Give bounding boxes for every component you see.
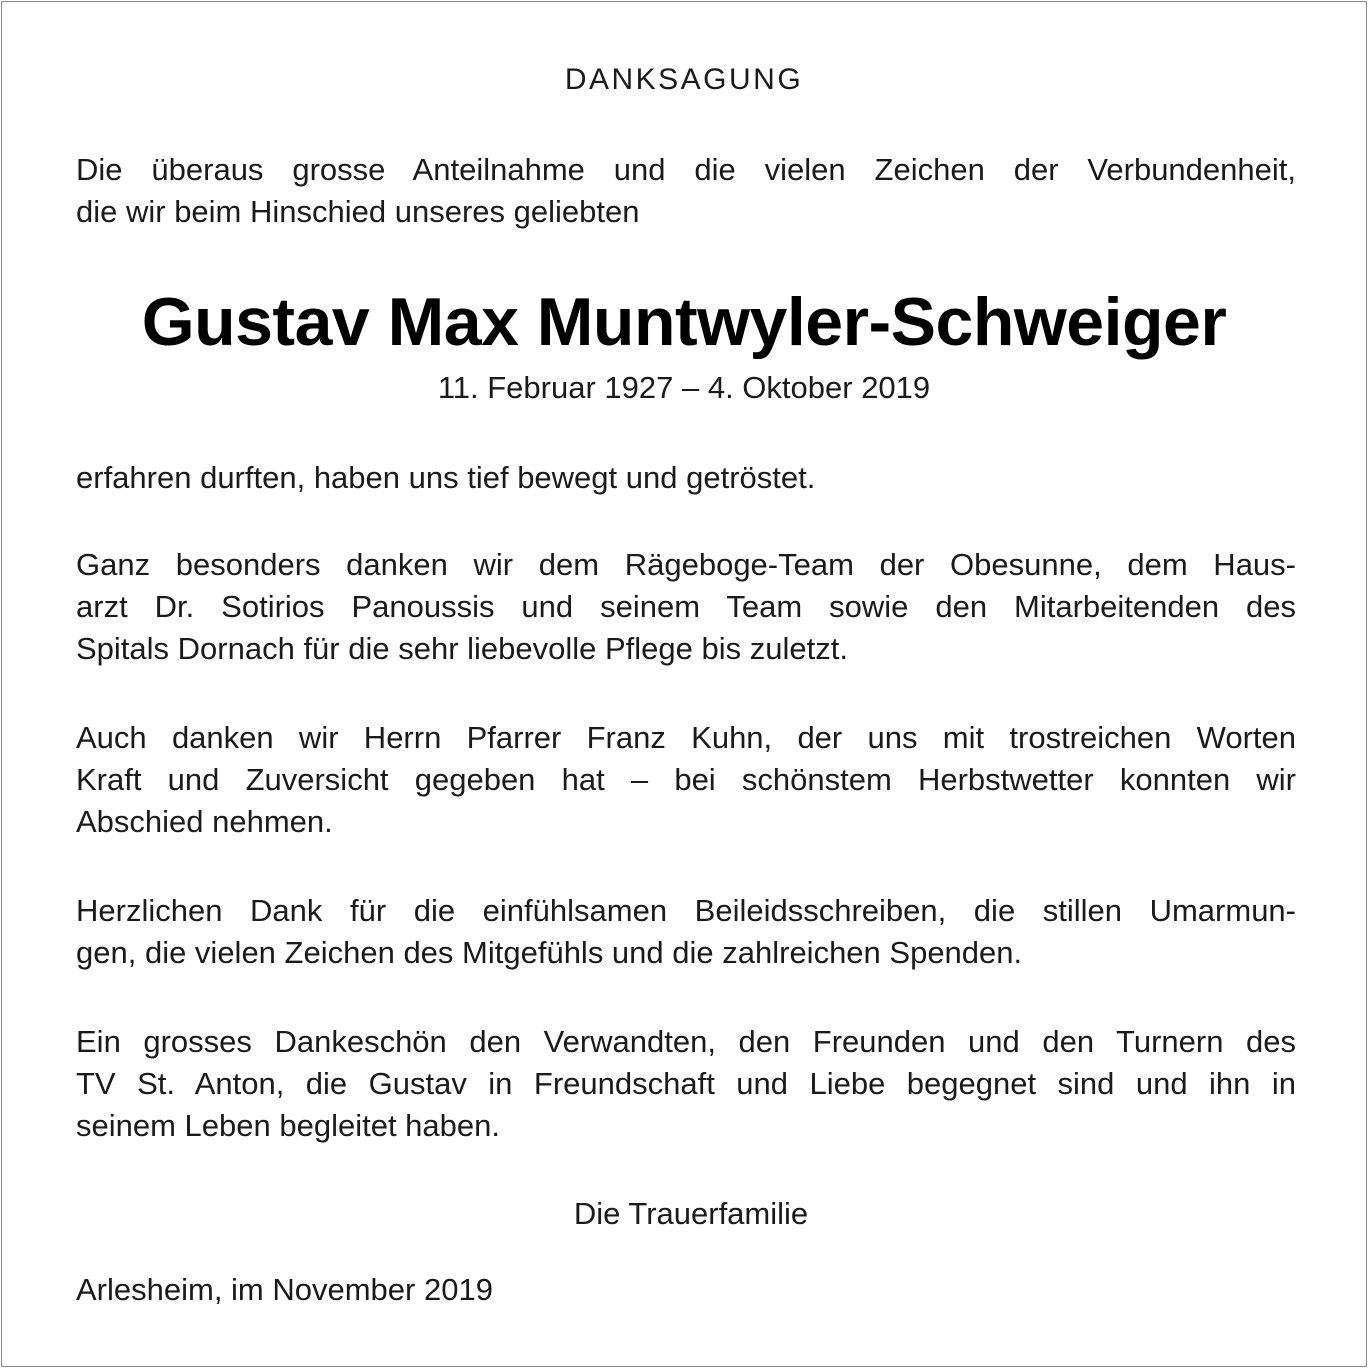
paragraph-2-line-2: arzt Dr. Sotirios Panoussis und seinem Team sowie den Mitarbeitenden des: [76, 589, 1296, 624]
paragraph-1-line-1: erfahren durften, haben uns tief bewegt und getröstet.: [76, 460, 816, 495]
paragraph-5: [76, 1021, 1296, 1147]
place-and-date: Arlesheim, im November 2019: [76, 1272, 493, 1307]
intro-line-2: die wir beim Hinschied unseres geliebten: [76, 194, 640, 229]
intro-line-1: Die überaus grosse Anteilnahme und die vielen Zeichen der Verbundenheit,: [76, 152, 1296, 187]
paragraph-2-line-3: Spitals Dornach für die sehr liebevolle Pflege bis zuletzt.: [76, 631, 848, 666]
notice-frame: [1, 1, 1367, 1367]
paragraph-5-line-1: Ein grosses Dankeschön den Verwandten, den Freunden und den Turnern des: [76, 1024, 1296, 1059]
paragraph-3-line-2: Kraft und Zuversicht gegeben hat – bei schönstem Herbstwetter konnten wir: [76, 762, 1296, 797]
notice-heading: DANKSAGUNG: [564, 63, 804, 96]
paragraph-3: [76, 717, 1296, 843]
paragraph-2-line-1: Ganz besonders danken wir dem Rägeboge-Team der Obesunne, dem Haus-: [76, 547, 1296, 582]
paragraph-3-line-3: Abschied nehmen.: [76, 804, 333, 839]
paragraph-4-line-1: Herzlichen Dank für die einfühlsamen Beileidsschreiben, die stillen Umarmun-: [76, 893, 1296, 928]
paragraph-2: [76, 544, 1296, 670]
deceased-name: Gustav Max Muntwyler-Schweiger: [141, 284, 1227, 360]
paragraph-5-line-3: seinem Leben begleitet haben.: [76, 1108, 500, 1143]
paragraph-1: [76, 457, 1296, 499]
paragraph-4: [76, 890, 1296, 974]
paragraph-4-line-2: gen, die vielen Zeichen des Mitgefühls und die zahlreichen Spenden.: [76, 935, 1023, 970]
paragraph-5-line-2: TV St. Anton, die Gustav in Freundschaft und Liebe begegnet sind und ihn in: [76, 1066, 1296, 1101]
paragraph-3-line-1: Auch danken wir Herrn Pfarrer Franz Kuhn, der uns mit trostreichen Worten: [76, 720, 1296, 755]
intro-paragraph: [76, 149, 1296, 233]
life-dates: 11. Februar 1927 – 4. Oktober 2019: [437, 370, 931, 405]
signature: Die Trauerfamilie: [573, 1196, 809, 1231]
